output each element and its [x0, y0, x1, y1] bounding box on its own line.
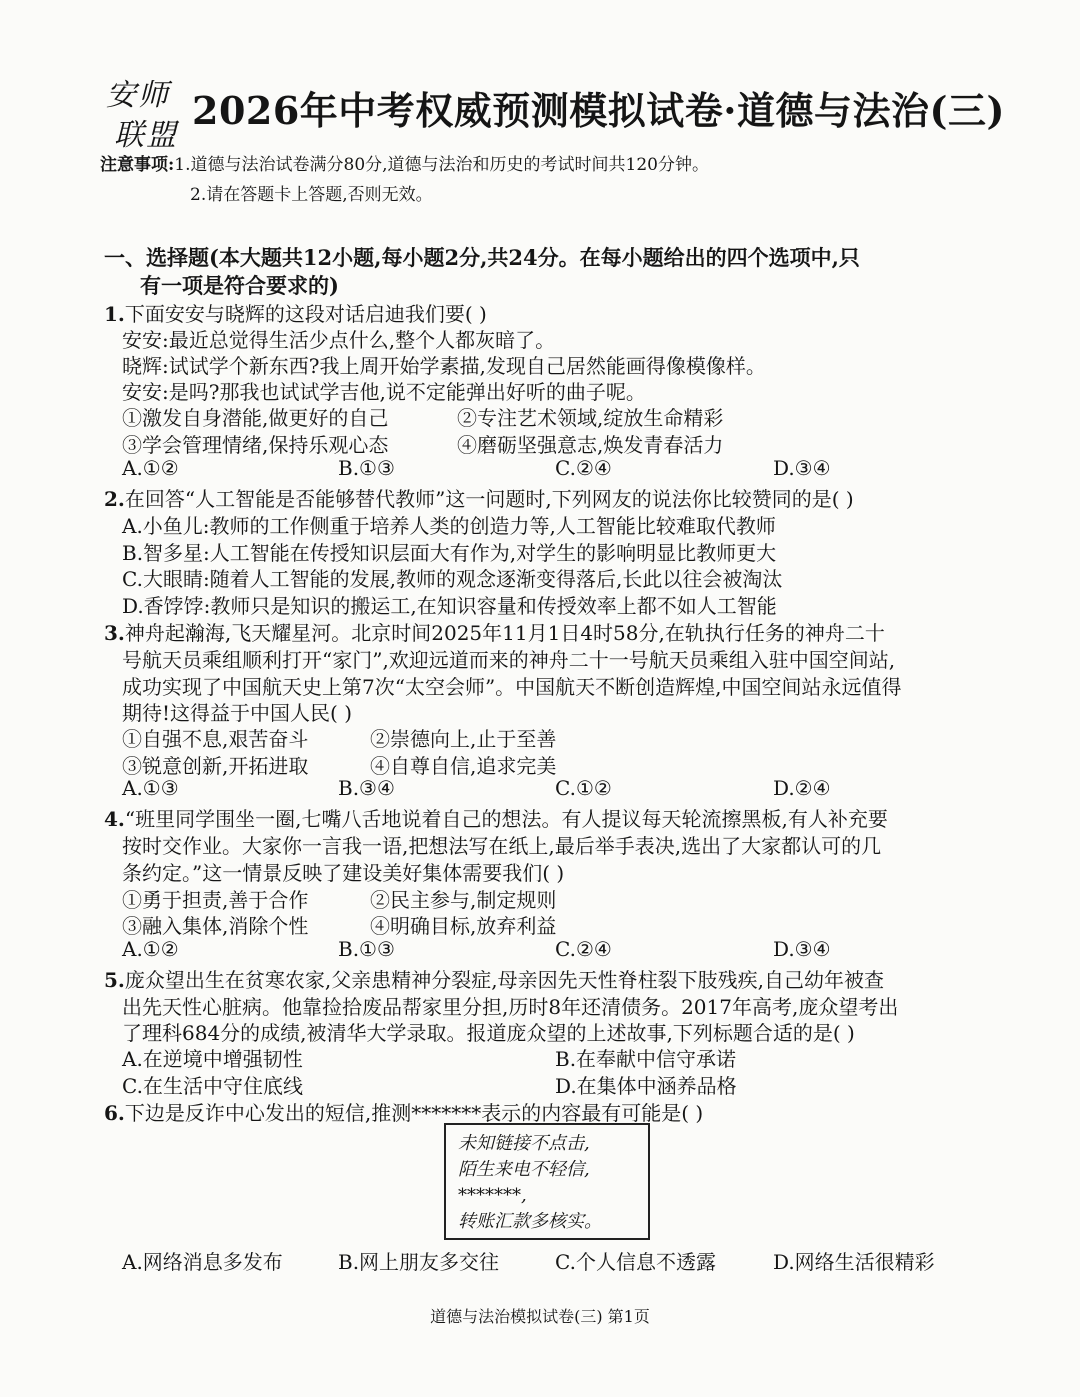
sms-line-2: 陌生来电不轻信,: [458, 1159, 590, 1180]
sms-message-box: [444, 1123, 650, 1240]
question-5-option-c: C.在生活中守住底线: [122, 1074, 303, 1098]
question-2-option-a: A.小鱼儿:教师的工作侧重于培养人类的创造力等,人工智能比较难取代教师: [122, 514, 776, 538]
question-4-option-b: B.①③: [338, 937, 395, 961]
question-4-number: 4.: [104, 807, 125, 831]
question-3-statement-1: ①自强不息,艰苦奋斗: [122, 727, 309, 751]
question-4-statement-2: ②民主参与,制定规则: [370, 888, 557, 912]
publisher-logo: [100, 70, 184, 154]
question-1-statement-3: ③学会管理情绪,保持乐观心态: [122, 433, 389, 457]
question-3-statement-4: ④自尊自信,追求完美: [370, 754, 557, 778]
question-1-stem: [104, 298, 487, 327]
question-2-option-c: C.大眼睛:随着人工智能的发展,教师的观念逐渐变得落后,长此以往会被淘汰: [122, 567, 783, 591]
question-6-option-b: B.网上朋友多交往: [338, 1250, 500, 1274]
section-heading: 一、选择题(本大题共12小题,每小题2分,共24分。在每小题给出的四个选项中,只: [104, 245, 860, 270]
question-1-dialog-2: 晓辉:试试学个新东西?我上周开始学素描,发现自己居然能画得像模像样。: [122, 354, 766, 378]
question-1-statement-1: ①激发自身潜能,做更好的自己: [122, 406, 389, 430]
page-footer: 道德与法治模拟试卷(三) 第1页: [430, 1307, 650, 1326]
question-3-line-4: 期待!这得益于中国人民( ): [122, 701, 352, 725]
section-heading-cont: 有一项是符合要求的): [140, 273, 339, 298]
question-6-stem: [104, 1097, 703, 1126]
notice-item-1: 1.道德与法治试卷满分80分,道德与法治和历史的考试时间共120分钟。: [174, 155, 709, 175]
notice-label: 注意事项:: [100, 155, 175, 175]
question-6-option-d: D.网络生活很精彩: [773, 1250, 935, 1274]
question-1-statement-4: ④磨砺坚强意志,焕发青春活力: [457, 433, 724, 457]
question-3-option-b: B.③④: [338, 776, 395, 800]
question-2-text: 在回答“人工智能是否能够替代教师”这一问题时,下列网友的说法你比较赞同的是( ): [124, 487, 854, 511]
question-1-text: 下面安安与晓辉的这段对话启迪我们要( ): [124, 302, 487, 326]
question-1-number: 1.: [104, 302, 125, 326]
question-4-line-1: [104, 803, 888, 832]
question-6-number: 6.: [104, 1101, 125, 1125]
question-4-line-3: 条约定。”这一情景反映了建设美好集体需要我们( ): [122, 861, 565, 885]
logo-line-1: 安师: [106, 78, 170, 113]
question-2-stem: [104, 483, 854, 512]
question-6-text: 下边是反诈中心发出的短信,推测*******表示的内容最有可能是( ): [124, 1101, 704, 1125]
question-1-statement-2: ②专注艺术领域,绽放生命精彩: [457, 406, 724, 430]
question-5-line-1: [104, 964, 884, 993]
question-5-option-b: B.在奉献中信守承诺: [555, 1047, 737, 1071]
question-4-option-a: A.①②: [122, 937, 179, 961]
question-4-option-c: C.②④: [555, 937, 612, 961]
question-4-statement-1: ①勇于担责,善于合作: [122, 888, 309, 912]
sms-line-3: *******,: [458, 1185, 527, 1206]
question-1-option-a: A.①②: [122, 456, 179, 480]
question-4-statement-3: ③融入集体,消除个性: [122, 914, 309, 938]
question-3-option-d: D.②④: [773, 776, 831, 800]
notice-line-1: [100, 150, 709, 175]
question-3-number: 3.: [104, 621, 125, 645]
logo-line-2: 联盟: [114, 118, 178, 153]
question-3-option-c: C.①②: [555, 776, 612, 800]
question-6-option-a: A.网络消息多发布: [122, 1250, 283, 1274]
question-3-statement-2: ②崇德向上,止于至善: [370, 727, 557, 751]
question-1-dialog-1: 安安:最近总觉得生活少点什么,整个人都灰暗了。: [122, 328, 556, 352]
question-4-line-2: 按时交作业。大家你一言我一语,把想法写在纸上,最后举手表决,选出了大家都认可的几: [122, 834, 882, 858]
question-5-option-d: D.在集体中涵养品格: [555, 1074, 737, 1098]
question-1-option-c: C.②④: [555, 456, 612, 480]
question-5-number: 5.: [104, 968, 125, 992]
question-3-statement-3: ③锐意创新,开拓进取: [122, 754, 309, 778]
question-5-line-3: 了理科684分的成绩,被清华大学录取。报道庞众望的上述故事,下列标题合适的是( ): [122, 1021, 855, 1045]
question-6-option-c: C.个人信息不透露: [555, 1250, 716, 1274]
question-3-line-1: [104, 617, 885, 646]
question-3-line-3: 成功实现了中国航天史上第7次“太空会师”。中国航天不断创造辉煌,中国空间站永远值得: [122, 675, 902, 699]
question-1-option-b: B.①③: [338, 456, 395, 480]
notice-item-2: 2.请在答题卡上答题,否则无效。: [190, 185, 433, 205]
question-3-option-a: A.①③: [122, 776, 179, 800]
question-3-line-2: 号航天员乘组顺利打开“家门”,欢迎远道而来的神舟二十一号航天员乘组入驻中国空间站,: [122, 648, 896, 672]
question-5-text: 庞众望出生在贫寒农家,父亲患精神分裂症,母亲因先天性脊柱裂下肢残疾,自己幼年被查: [124, 968, 884, 992]
question-4-option-d: D.③④: [773, 937, 831, 961]
page-title: 2026年中考权威预测模拟试卷·道德与法治(三): [192, 88, 1005, 133]
question-2-option-d: D.香饽饽:教师只是知识的搬运工,在知识容量和传授效率上都不如人工智能: [122, 594, 777, 618]
question-4-text: “班里同学围坐一圈,七嘴八舌地说着自己的想法。有人提议每天轮流擦黑板,有人补充要: [124, 807, 888, 831]
question-5-line-2: 出先天性心脏病。他靠捡拾废品帮家里分担,历时8年还清债务。2017年高考,庞众望考出: [122, 995, 899, 1019]
question-1-option-d: D.③④: [773, 456, 831, 480]
sms-line-1: 未知链接不点击,: [458, 1133, 590, 1154]
question-4-statement-4: ④明确目标,放弃利益: [370, 914, 557, 938]
question-5-option-a: A.在逆境中增强韧性: [122, 1047, 303, 1071]
question-3-text: 神舟起瀚海,飞天耀星河。北京时间2025年11月1日4时58分,在轨执行任务的神舟二十: [124, 621, 885, 645]
question-2-number: 2.: [104, 487, 125, 511]
sms-line-4: 转账汇款多核实。: [458, 1211, 602, 1232]
question-2-option-b: B.智多星:人工智能在传授知识层面大有作为,对学生的影响明显比教师更大: [122, 541, 777, 565]
question-1-dialog-3: 安安:是吗?那我也试试学吉他,说不定能弹出好听的曲子呢。: [122, 380, 646, 404]
